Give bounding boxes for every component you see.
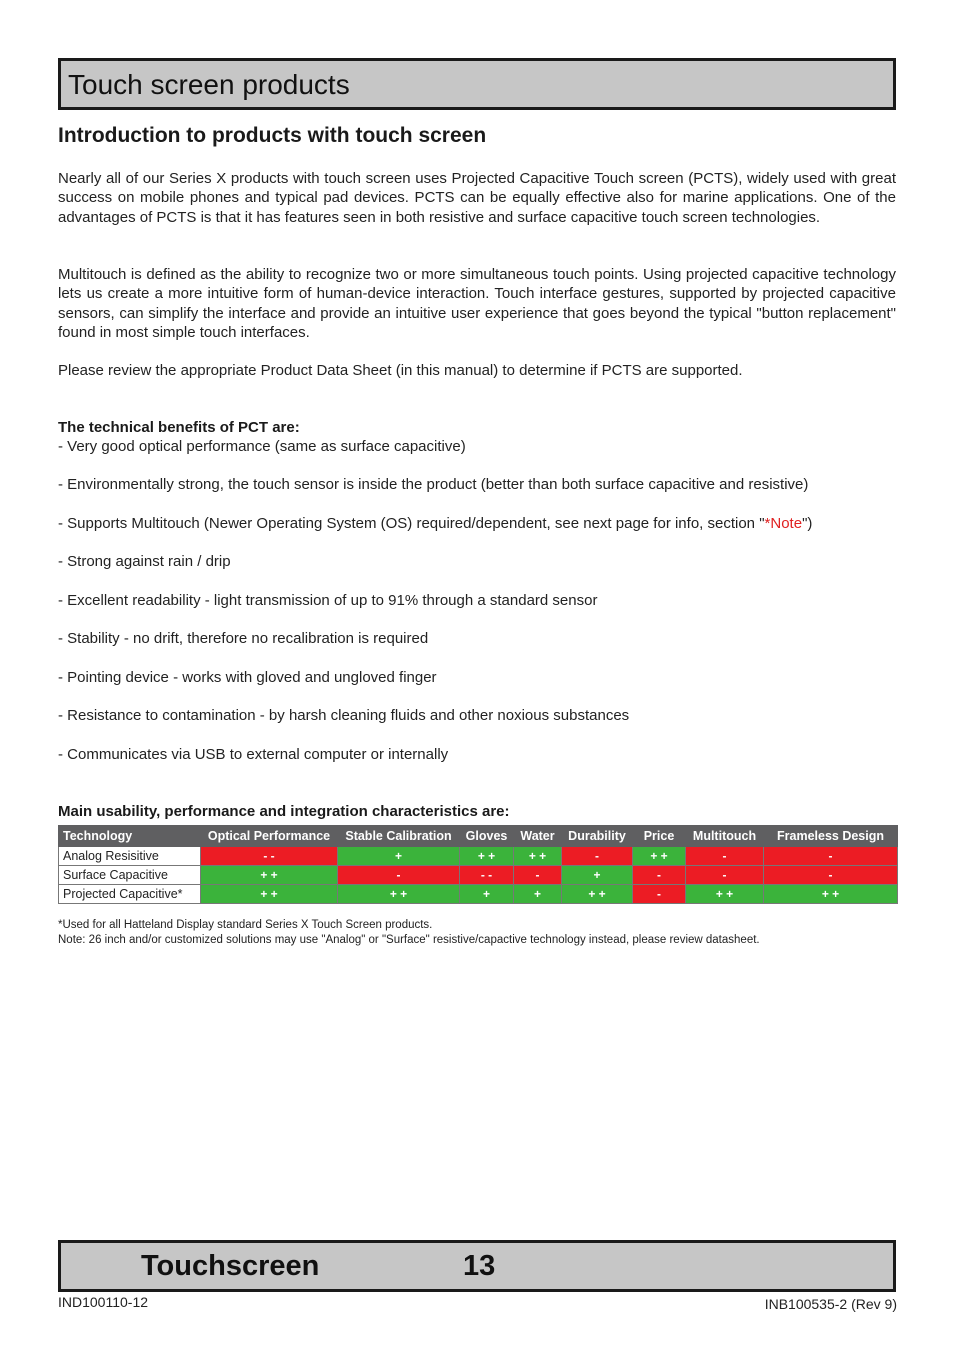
chapter-title: Touchscreen [141, 1250, 320, 1282]
technology-cell: Analog Resisitive [59, 847, 201, 866]
benefit-item: - Stability - no drift, therefore no recalibration is required [58, 630, 429, 647]
benefit-item-text: - Supports Multitouch (Newer Operating System (OS) required/dependent, see next page for info, section " [58, 515, 765, 532]
section-heading: Introduction to products with touch screen [58, 124, 487, 147]
rating-cell: + + [514, 847, 562, 866]
benefit-item: - Resistance to contamination - by harsh cleaning fluids and other noxious substances [58, 707, 630, 724]
rating-cell: + [514, 885, 562, 904]
benefit-item: - Excellent readability - light transmission of up to 91% through a standard sensor [58, 592, 598, 609]
rating-cell: + + [562, 885, 633, 904]
table-header-row [59, 826, 898, 847]
benefit-item: - Pointing device - works with gloved and ungloved finger [58, 669, 437, 686]
note-link[interactable]: *Note [764, 515, 803, 532]
rating-cell: + + [633, 847, 686, 866]
rating-cell: - [633, 866, 686, 885]
footnote-2: Note: 26 inch and/or customized solutions may use "Analog" or "Surface" resistive/capactive technology instead, please review datasheet. [58, 934, 760, 946]
page-title-bar [58, 58, 896, 110]
benefit-item: - Communicates via USB to external computer or internally [58, 746, 449, 763]
page-title: Touch screen products [68, 69, 350, 100]
rating-cell: - [514, 866, 562, 885]
intro-paragraph-3: Please review the appropriate Product Data Sheet (in this manual) to determine if PCTS are supported. [58, 362, 743, 379]
rating-cell: - [338, 866, 460, 885]
benefit-item: - Very good optical performance (same as surface capacitive) [58, 438, 466, 455]
characteristics-table [58, 825, 898, 904]
intro-paragraph-2: Multitouch is defined as the ability to recognize two or more simultaneous touch points. Using projected capacitive technology lets us create a more intuitive form of human-device interaction. Touch interface gestures, supported by projected capacitive sensors, can simplify the interface and provide an intuitive user experience that goes beyond the typical "button replacement" found in most simple touch interfaces. [58, 266, 896, 341]
technology-cell: Projected Capacitive* [59, 885, 201, 904]
rating-cell: - - [460, 866, 514, 885]
rating-cell: - [764, 847, 898, 866]
column-header: Price [633, 826, 686, 847]
benefit-item: - Strong against rain / drip [58, 553, 231, 570]
rating-cell: + + [201, 866, 338, 885]
rating-cell: - [633, 885, 686, 904]
rating-cell: + + [460, 847, 514, 866]
column-header: Optical Performance [201, 826, 338, 847]
rating-cell: + + [201, 885, 338, 904]
rating-cell: + + [686, 885, 764, 904]
table-heading: Main usability, performance and integration characteristics are: [58, 803, 510, 820]
page-number: 13 [463, 1250, 496, 1282]
rating-cell: - [764, 866, 898, 885]
rating-cell: - [562, 847, 633, 866]
rating-cell: + [338, 847, 460, 866]
column-header: Technology [59, 826, 201, 847]
column-header: Gloves [460, 826, 514, 847]
table-row [59, 866, 898, 885]
column-header: Frameless Design [764, 826, 898, 847]
table-row [59, 847, 898, 866]
document-id-right: INB100535-2 (Rev 9) [764, 1296, 897, 1312]
rating-cell: - - [201, 847, 338, 866]
rating-cell: + + [764, 885, 898, 904]
column-header: Water [514, 826, 562, 847]
rating-cell: - [686, 866, 764, 885]
benefits-heading: The technical benefits of PCT are: [58, 419, 300, 436]
column-header: Multitouch [686, 826, 764, 847]
document-id-left: IND100110-12 [58, 1294, 149, 1310]
table-row [59, 885, 898, 904]
column-header: Durability [562, 826, 633, 847]
intro-paragraph-1: Nearly all of our Series X products with touch screen uses Projected Capacitive Touch screen (PCTS), widely used with great success on mobile phones and typical pad devices. PCTS can be equally effective also for marine applications. One of the advantages of PCTS is that it has features seen in both resistive and surface capacitive touch screen technologies. [58, 170, 896, 226]
rating-cell: + [460, 885, 514, 904]
column-header: Stable Calibration [338, 826, 460, 847]
benefit-item-multitouch [58, 515, 812, 532]
benefit-item: - Environmentally strong, the touch sensor is inside the product (better than both surface capacitive and resistive) [58, 476, 809, 493]
benefit-item-suffix: ") [802, 515, 813, 532]
rating-cell: + + [338, 885, 460, 904]
footnote-1: *Used for all Hatteland Display standard Series X Touch Screen products. [58, 919, 433, 931]
rating-cell: - [686, 847, 764, 866]
rating-cell: + [562, 866, 633, 885]
footer-bar [58, 1240, 896, 1292]
technology-cell: Surface Capacitive [59, 866, 201, 885]
